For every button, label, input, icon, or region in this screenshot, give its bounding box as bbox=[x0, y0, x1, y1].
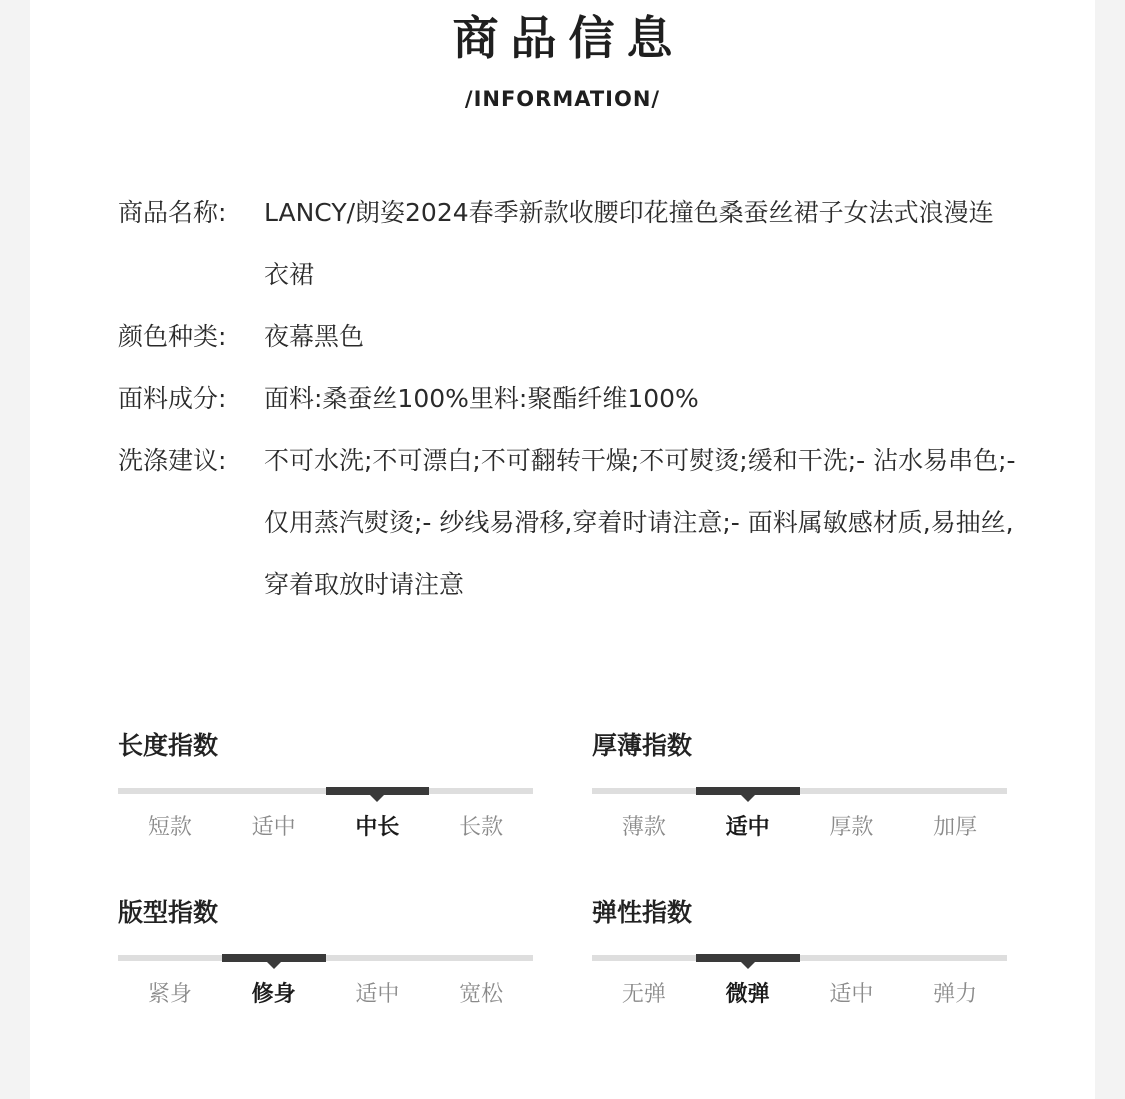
info-row-care bbox=[118, 430, 1018, 616]
gauge-option: 适中 bbox=[725, 815, 770, 840]
gauge-option: 修身 bbox=[251, 982, 296, 1007]
gauge-option: 适中 bbox=[251, 815, 296, 840]
gauge-length bbox=[118, 730, 533, 842]
info-row-color bbox=[118, 306, 1018, 368]
gauge-title: 版型指数 bbox=[118, 898, 219, 927]
gauge-options bbox=[592, 981, 1007, 1009]
gauge-options bbox=[592, 814, 1007, 842]
gauge-option: 短款 bbox=[147, 815, 192, 840]
gauge-thickness bbox=[592, 730, 1007, 842]
info-label: 颜色种类: bbox=[118, 322, 227, 351]
gauge-option: 适中 bbox=[829, 982, 874, 1007]
gauge-option: 厚款 bbox=[829, 815, 874, 840]
gauge-option: 适中 bbox=[355, 982, 400, 1007]
gauge-indicator bbox=[696, 787, 800, 795]
gauge-track bbox=[592, 788, 1007, 794]
info-label: 面料成分: bbox=[118, 384, 227, 413]
gauge-track bbox=[592, 955, 1007, 961]
gauge-indicator bbox=[326, 787, 430, 795]
page-title: 商品信息 bbox=[452, 11, 685, 65]
gauge-option: 中长 bbox=[355, 815, 400, 840]
info-value: LANCY/朗姿2024春季新款收腰印花撞色桑蚕丝裙子女法式浪漫连衣裙 bbox=[264, 198, 994, 289]
info-row-material bbox=[118, 368, 1018, 430]
gauge-track bbox=[118, 788, 533, 794]
gauge-indicator bbox=[222, 954, 326, 962]
gauge-title: 弹性指数 bbox=[592, 898, 693, 927]
gauge-option: 弹力 bbox=[933, 982, 978, 1007]
info-value: 不可水洗;不可漂白;不可翻转干燥;不可熨烫;缓和干洗;- 沾水易串色;- 仅用蒸汽熨烫;- 纱线易滑移,穿着时请注意;- 面料属敏感材质,易抽丝,穿着取放时请注意 bbox=[264, 446, 1016, 599]
gauge-options bbox=[118, 981, 533, 1009]
gauge-title: 厚薄指数 bbox=[592, 731, 693, 760]
gauge-option: 宽松 bbox=[459, 982, 504, 1007]
product-info-list bbox=[118, 182, 1018, 616]
gauge-option: 加厚 bbox=[933, 815, 978, 840]
gauge-fit bbox=[118, 897, 533, 1009]
gauge-option: 长款 bbox=[459, 815, 504, 840]
gauge-track bbox=[118, 955, 533, 961]
info-label: 洗涤建议: bbox=[118, 446, 227, 475]
info-value: 面料:桑蚕丝100%里料:聚酯纤维100% bbox=[264, 384, 699, 413]
gauge-option: 微弹 bbox=[725, 982, 770, 1007]
gauge-indicator bbox=[696, 954, 800, 962]
info-value: 夜幕黑色 bbox=[264, 322, 365, 351]
page-subtitle: /INFORMATION/ bbox=[464, 87, 661, 111]
gauge-title: 长度指数 bbox=[118, 731, 219, 760]
product-info-page bbox=[30, 0, 1095, 1099]
gauge-elasticity bbox=[592, 897, 1007, 1009]
gauge-option: 薄款 bbox=[621, 815, 666, 840]
gauge-option: 无弹 bbox=[621, 982, 666, 1007]
info-label: 商品名称: bbox=[118, 198, 227, 227]
gauge-option: 紧身 bbox=[147, 982, 192, 1007]
info-row-name bbox=[118, 182, 1018, 306]
gauge-options bbox=[118, 814, 533, 842]
